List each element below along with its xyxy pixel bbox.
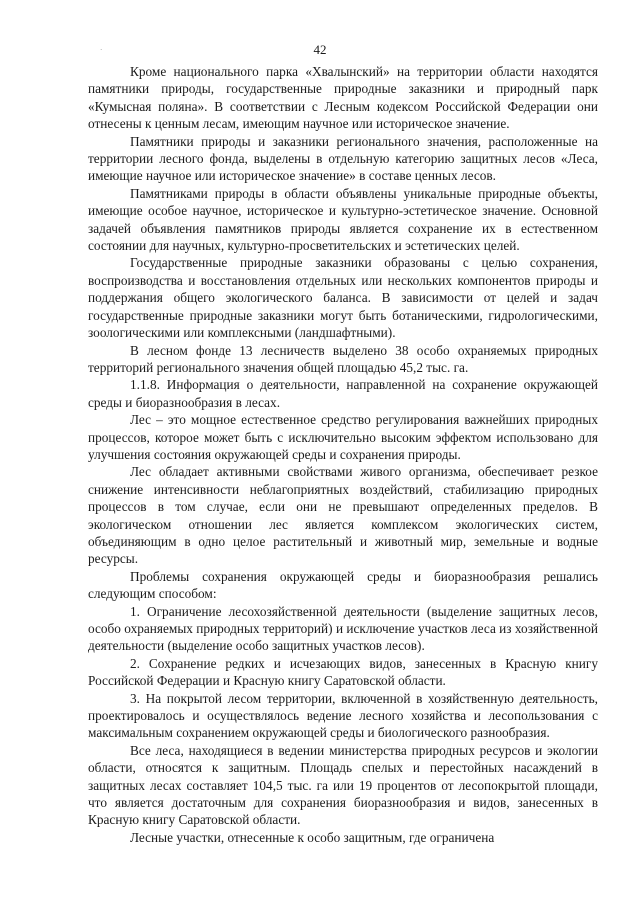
page-number: 42 [313,42,327,57]
paragraph: Государственные природные заказники образованы с целью сохранения, воспроизводства и восстановления отдельных или нескольких компонентов природы и поддержания общего экологического баланса. В зависимости от целей и задач государственные природные заказники могут быть ботаническими, гидрологическими, зоологическими или комплексными (ландшафтными). [88,255,598,341]
paragraph: Проблемы сохранения окружающей среды и биоразнообразия решались следующим способом: [88,568,598,602]
paragraph: В лесном фонде 13 лесничеств выделено 38 особо охраняемых природных территорий регионального значения общей площадью 45,2 тыс. га. [88,342,598,375]
paragraph: Памятниками природы в области объявлены уникальные природные объекты, имеющие особое научное, историческое и культурно-эстетическое значение. Основной задачей объявления памятников природы является сохранение их в естественном состоянии для научных, культурно-просветительских и эстетических целей. [88,185,598,254]
list-item: 1. Ограничение лесохозяйственной деятельности (выделение защитных лесов, особо охраняемых природных территорий) и исключение участков леса из хозяйственной деятельности (выделение особо защитных участков лесов). [88,603,598,654]
paragraph: Лес – это мощное естественное средство регулирования важнейших природных процессов, которое может быть с исключительно высоким эффектом использовано для улучшения состояния окружающей среды и сохранения природы. [88,412,598,462]
paragraph: Памятники природы и заказники регионального значения, расположенные на территории лесного фонда, выделены в отдельную категорию защитных лесов «Леса, имеющие научное или историческое значение» в составе ценных лесов. [88,133,598,184]
paragraph: Лесные участки, отнесенные к особо защитным, где ограничена [130,829,495,845]
paragraph: Все леса, находящиеся в ведении министерства природных ресурсов и экологии области, относятся к защитным. Площадь спелых и перестойных насаждений в защитных лесах составляет 104,5 тыс. га или 19 процентов от лесопокрытой площади, что является достаточным для сохранения биоразнообразия и видов, занесенных в Красную книгу Саратовской области. [88,742,598,828]
paragraph: Лес обладает активными свойствами живого организма, обеспечивает резкое снижение интенсивности неблагоприятных воздействий, стабилизацию природных процессов в том случае, если они не превышают определенных пределов. В экологическом отношении лес является комплексом экологических систем, объединяющим в одно целое растительный и животный мир, земельные и водные ресурсы. [88,464,598,567]
scan-speck: · [100,46,103,54]
list-item: 2. Сохранение редких и исчезающих видов, занесенных в Красную книгу Российской Федерации и Красную книгу Саратовской области. [88,655,598,689]
document-body [88,63,598,846]
list-item: 3. На покрытой лесом территории, включенной в хозяйственную деятельность, проектировалось и осуществлялось ведение лесного хозяйства и лесопользования с максимальным сохранением окружающей среды и биологического разнообразия. [88,690,598,741]
section-heading: 1.1.8. Информация о деятельности, направленной на сохранение окружающей среды и биоразнообразия в лесах. [88,377,598,410]
paragraph: Кроме национального парка «Хвалынский» на территории области находятся памятники природы, государственные природные заказники и природный парк «Кумысная поляна». В соответствии с Лесным кодексом Российской Федерации они отнесены к ценным лесам, имеющим научное или историческое значение. [88,64,598,132]
